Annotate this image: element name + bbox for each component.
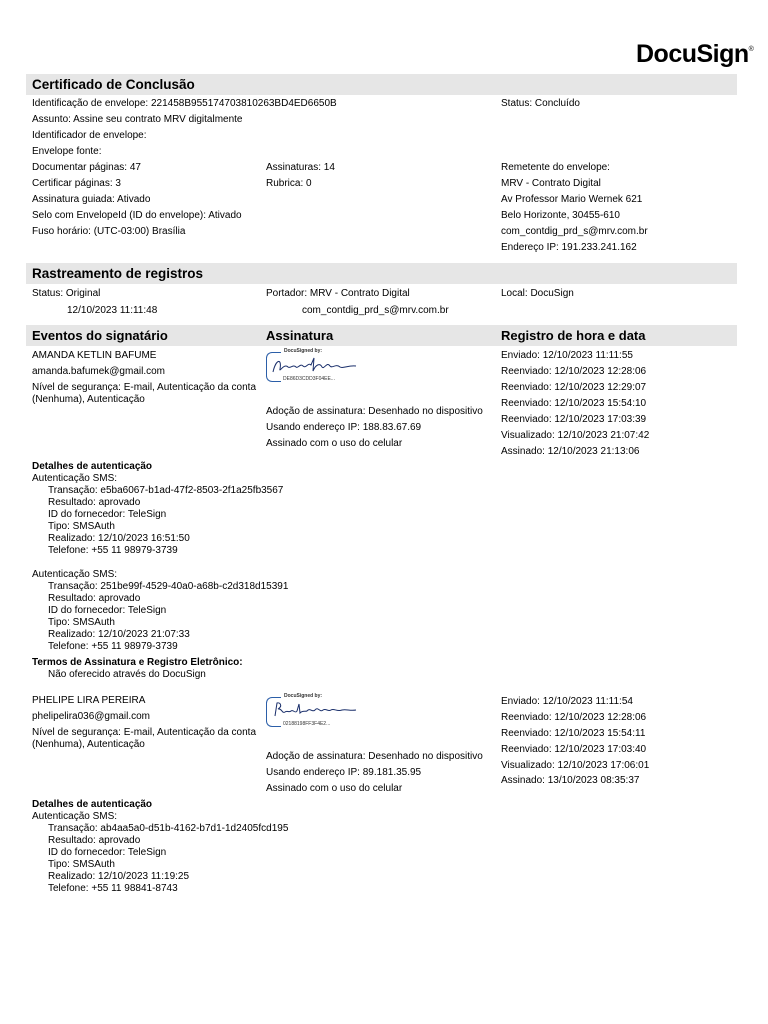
auth-provider: ID do fornecedor: TeleSign (48, 605, 167, 616)
handwritten-signature (270, 700, 360, 722)
sender-ip: Endereço IP: 191.233.241.162 (501, 242, 637, 253)
auth-phone: Telefone: +55 11 98979-3739 (48, 545, 178, 556)
auth-result: Resultado: aprovado (48, 593, 141, 604)
envelope-stamp: Selo com EnvelopeId (ID do envelope): Ativado (32, 210, 242, 221)
signer-email: amanda.bafumek@gmail.com (32, 366, 165, 377)
auth-type: Tipo: SMSAuth (48, 859, 115, 870)
initials-count: Rubrica: 0 (266, 178, 312, 189)
auth-details-title: Detalhes de autenticação (32, 799, 153, 810)
auth-provider: ID do fornecedor: TeleSign (48, 509, 167, 520)
sender-email: com_contdig_prd_s@mrv.com.br (501, 226, 648, 237)
tracking-date: 12/10/2023 11:11:48 (67, 305, 158, 316)
signature-count: Assinaturas: 14 (266, 162, 335, 173)
sms-auth-label: Autenticação SMS: (32, 569, 118, 580)
signer-security-level: Nível de segurança: E-mail, Autenticação da conta (Nenhuma), Autenticação (32, 382, 257, 405)
sender-address: Av Professor Mario Wernek 621 (501, 194, 643, 205)
signed-mobile: Assinado com o uso do celular (266, 783, 403, 794)
header-signature: Assinatura (266, 328, 334, 343)
envelope-status: Status: Concluído (501, 98, 580, 109)
timestamp-line: Reenviado: 12/10/2023 17:03:40 (501, 744, 647, 755)
signature-image (266, 694, 360, 732)
header-signer-events: Eventos do signatário (32, 328, 168, 343)
docusigned-label: DocuSigned by: (284, 348, 323, 354)
envelope-subject: Assunto: Assine seu contrato MRV digitalmente (32, 114, 243, 125)
envelope-identifier: Identificador de envelope: (32, 130, 147, 141)
timestamp-line: Assinado: 13/10/2023 08:35:37 (501, 775, 640, 786)
timezone: Fuso horário: (UTC-03:00) Brasília (32, 226, 186, 237)
timestamp-line: Visualizado: 12/10/2023 17:06:01 (501, 760, 650, 771)
sms-auth-label: Autenticação SMS: (32, 473, 118, 484)
tracking-location: Local: DocuSign (501, 288, 574, 299)
auth-provider: ID do fornecedor: TeleSign (48, 847, 167, 858)
auth-result: Resultado: aprovado (48, 835, 141, 846)
docusign-logo: DocuSign® (636, 40, 754, 68)
auth-transaction: Transação: e5ba6067-b1ad-47f2-8503-2f1a25fb3567 (48, 485, 284, 496)
signer-email: phelipelira036@gmail.com (32, 711, 150, 722)
signature-adoption: Adoção de assinatura: Desenhado no dispositivo (266, 751, 483, 762)
timestamp-line: Enviado: 12/10/2023 11:11:54 (501, 696, 633, 707)
auth-type: Tipo: SMSAuth (48, 521, 115, 532)
sms-auth-label: Autenticação SMS: (32, 811, 118, 822)
envelope-id: Identificação de envelope: 221458B955174703810263BD4ED6650B (32, 98, 337, 109)
auth-result: Resultado: aprovado (48, 497, 141, 508)
timestamp-line: Reenviado: 12/10/2023 12:28:06 (501, 712, 647, 723)
signature-image (266, 349, 360, 387)
cert-title: Certificado de Conclusão (32, 77, 195, 92)
auth-phone: Telefone: +55 11 98979-3739 (48, 641, 178, 652)
sender-name: MRV - Contrato Digital (501, 178, 601, 189)
timestamp-line: Reenviado: 12/10/2023 15:54:10 (501, 398, 647, 409)
signer-ip: Usando endereço IP: 188.83.67.69 (266, 422, 422, 433)
signature-id: DE86D3CDD3F04EE... (283, 376, 335, 382)
timestamp-line: Reenviado: 12/10/2023 17:03:39 (501, 414, 647, 425)
terms-value: Não oferecido através do DocuSign (48, 669, 206, 680)
terms-title: Termos de Assinatura e Registro Eletrônico: (32, 657, 243, 668)
auth-details-title: Detalhes de autenticação (32, 461, 153, 472)
header-timestamps: Registro de hora e data (501, 328, 646, 343)
auth-performed: Realizado: 12/10/2023 16:51:50 (48, 533, 190, 544)
timestamp-line: Visualizado: 12/10/2023 21:07:42 (501, 430, 650, 441)
cert-pages: Certificar páginas: 3 (32, 178, 121, 189)
docusigned-label: DocuSigned by: (284, 693, 323, 699)
signature-id: 02188198FF3F4E2... (283, 721, 331, 727)
signer-ip: Usando endereço IP: 89.181.35.95 (266, 767, 422, 778)
auth-performed: Realizado: 12/10/2023 11:19:25 (48, 871, 190, 882)
sender-label: Remetente do envelope: (501, 162, 610, 173)
timestamp-line: Reenviado: 12/10/2023 12:28:06 (501, 366, 647, 377)
envelope-source: Envelope fonte: (32, 146, 102, 157)
timestamp-line: Enviado: 12/10/2023 11:11:55 (501, 350, 633, 361)
tracking-holder: Portador: MRV - Contrato Digital (266, 288, 410, 299)
handwritten-signature (270, 355, 360, 377)
signed-mobile: Assinado com o uso do celular (266, 438, 403, 449)
tracking-title: Rastreamento de registros (32, 266, 204, 281)
auth-phone: Telefone: +55 11 98841-8743 (48, 883, 178, 894)
tracking-holder-email: com_contdig_prd_s@mrv.com.br (302, 305, 449, 316)
timestamp-line: Reenviado: 12/10/2023 12:29:07 (501, 382, 647, 393)
sender-city: Belo Horizonte, 30455-610 (501, 210, 620, 221)
auth-performed: Realizado: 12/10/2023 21:07:33 (48, 629, 190, 640)
timestamp-line: Assinado: 12/10/2023 21:13:06 (501, 446, 640, 457)
auth-transaction: Transação: 251be99f-4529-40a0-a68b-c2d318d15391 (48, 581, 289, 592)
doc-pages: Documentar páginas: 47 (32, 162, 141, 173)
guided-signing: Assinatura guiada: Ativado (32, 194, 151, 205)
signature-adoption: Adoção de assinatura: Desenhado no dispositivo (266, 406, 483, 417)
signer-name: AMANDA KETLIN BAFUME (32, 350, 157, 361)
auth-type: Tipo: SMSAuth (48, 617, 115, 628)
tracking-status: Status: Original (32, 288, 101, 299)
signer-security-level: Nível de segurança: E-mail, Autenticação da conta (Nenhuma), Autenticação (32, 727, 257, 750)
signer-name: PHELIPE LIRA PEREIRA (32, 695, 146, 706)
timestamp-line: Reenviado: 12/10/2023 15:54:11 (501, 728, 646, 739)
auth-transaction: Transação: ab4aa5a0-d51b-4162-b7d1-1d2405fcd195 (48, 823, 289, 834)
